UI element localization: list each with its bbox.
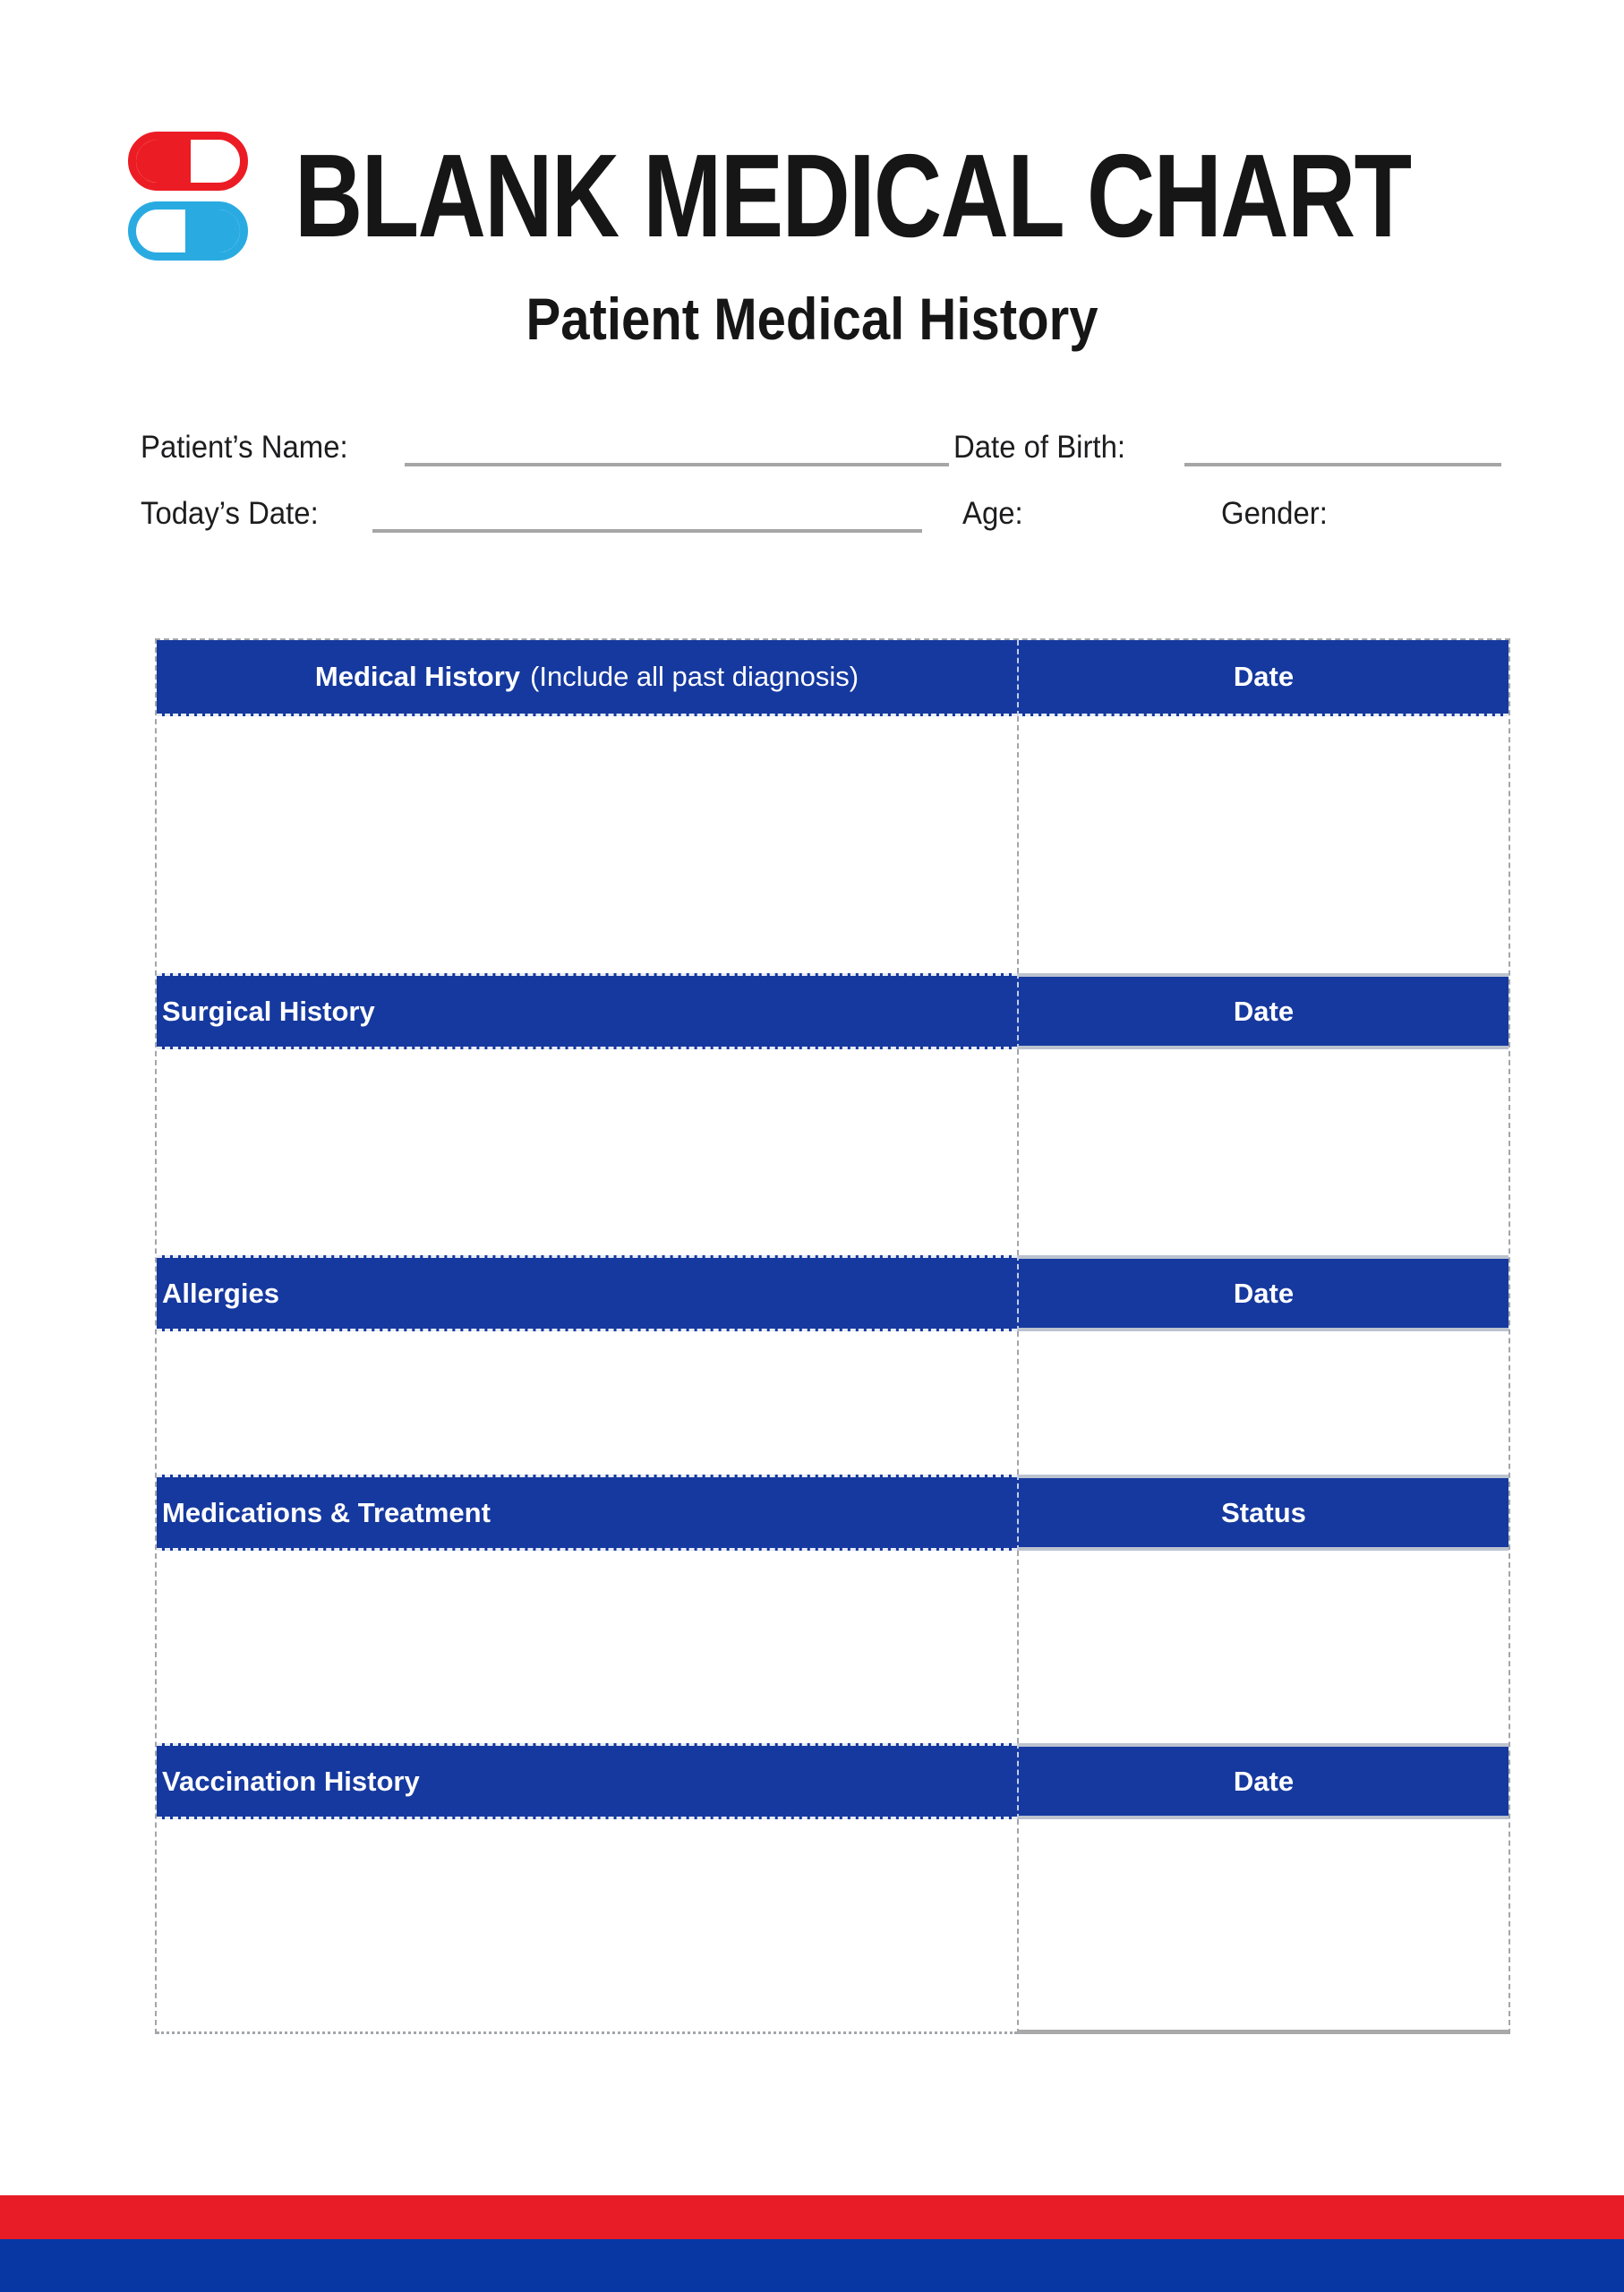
todays-date-label: Today’s Date: <box>141 496 319 531</box>
section-header-surgical-history-date: Date <box>1017 973 1509 1049</box>
gender-label: Gender: <box>1221 496 1328 531</box>
todays-date-input-line[interactable] <box>372 529 922 533</box>
section-title: Medical History <box>314 661 521 692</box>
date-of-birth-input-line[interactable] <box>1184 463 1501 466</box>
table-section-vaccination-history <box>157 1743 1509 2034</box>
section-header-row <box>157 973 1509 1049</box>
section-body-row <box>157 1551 1509 1743</box>
section-header-allergies-date: Date <box>1017 1255 1509 1331</box>
allergies-date-area[interactable] <box>1017 1331 1509 1475</box>
patient-name-input-line[interactable] <box>405 463 949 466</box>
section-header-vaccination-history <box>157 1743 1017 1819</box>
medical-history-date-area[interactable] <box>1017 716 1509 973</box>
section-header-row <box>157 1255 1509 1331</box>
section-body-row <box>157 1819 1509 2034</box>
section-header-surgical-history <box>157 973 1017 1049</box>
page-subtitle: Patient Medical History <box>526 286 1098 352</box>
section-header-row <box>157 1743 1509 1819</box>
section-title: Medications & Treatment <box>162 1496 491 1528</box>
surgical-history-date-area[interactable] <box>1017 1049 1509 1255</box>
section-header-medications-treatment <box>157 1475 1017 1551</box>
date-of-birth-label: Date of Birth: <box>953 430 1126 465</box>
section-header-row <box>157 1475 1509 1551</box>
section-body-row <box>157 716 1509 973</box>
table-section-medical-history <box>157 640 1509 973</box>
section-title: Allergies <box>162 1277 279 1309</box>
page-title: BLANK MEDICAL CHART <box>295 130 1411 261</box>
table-section-allergies <box>157 1255 1509 1475</box>
footer-blue-stripe <box>0 2239 1624 2292</box>
section-header-medical-history-date: Date <box>1017 640 1509 716</box>
section-header-medications-treatment-status: Status <box>1017 1475 1509 1551</box>
vaccination-history-date-area[interactable] <box>1017 1819 1509 2034</box>
medications-treatment-entry-area[interactable] <box>157 1551 1017 1743</box>
table-section-medications-treatment <box>157 1475 1509 1743</box>
section-header-medical-history <box>157 640 1017 716</box>
section-note: (Include all past diagnosis) <box>530 661 859 692</box>
medical-table <box>155 638 1510 2034</box>
section-header-row <box>157 640 1509 716</box>
blue-pill-icon <box>128 201 248 261</box>
section-title: Vaccination History <box>162 1765 420 1797</box>
allergies-entry-area[interactable] <box>157 1331 1017 1475</box>
red-pill-icon <box>128 132 248 191</box>
pills-icon <box>128 132 248 261</box>
medical-history-entry-area[interactable] <box>157 716 1017 973</box>
vaccination-history-entry-area[interactable] <box>157 1819 1017 2034</box>
patient-name-label: Patient’s Name: <box>141 430 348 465</box>
medications-treatment-status-area[interactable] <box>1017 1551 1509 1743</box>
brand-header <box>128 131 1624 261</box>
footer-red-stripe <box>0 2195 1624 2239</box>
table-section-surgical-history <box>157 973 1509 1255</box>
section-title: Surgical History <box>162 995 375 1027</box>
surgical-history-entry-area[interactable] <box>157 1049 1017 1255</box>
section-header-vaccination-history-date: Date <box>1017 1743 1509 1819</box>
section-body-row <box>157 1049 1509 1255</box>
age-label: Age: <box>962 496 1023 531</box>
section-header-allergies <box>157 1255 1017 1331</box>
section-body-row <box>157 1331 1509 1475</box>
